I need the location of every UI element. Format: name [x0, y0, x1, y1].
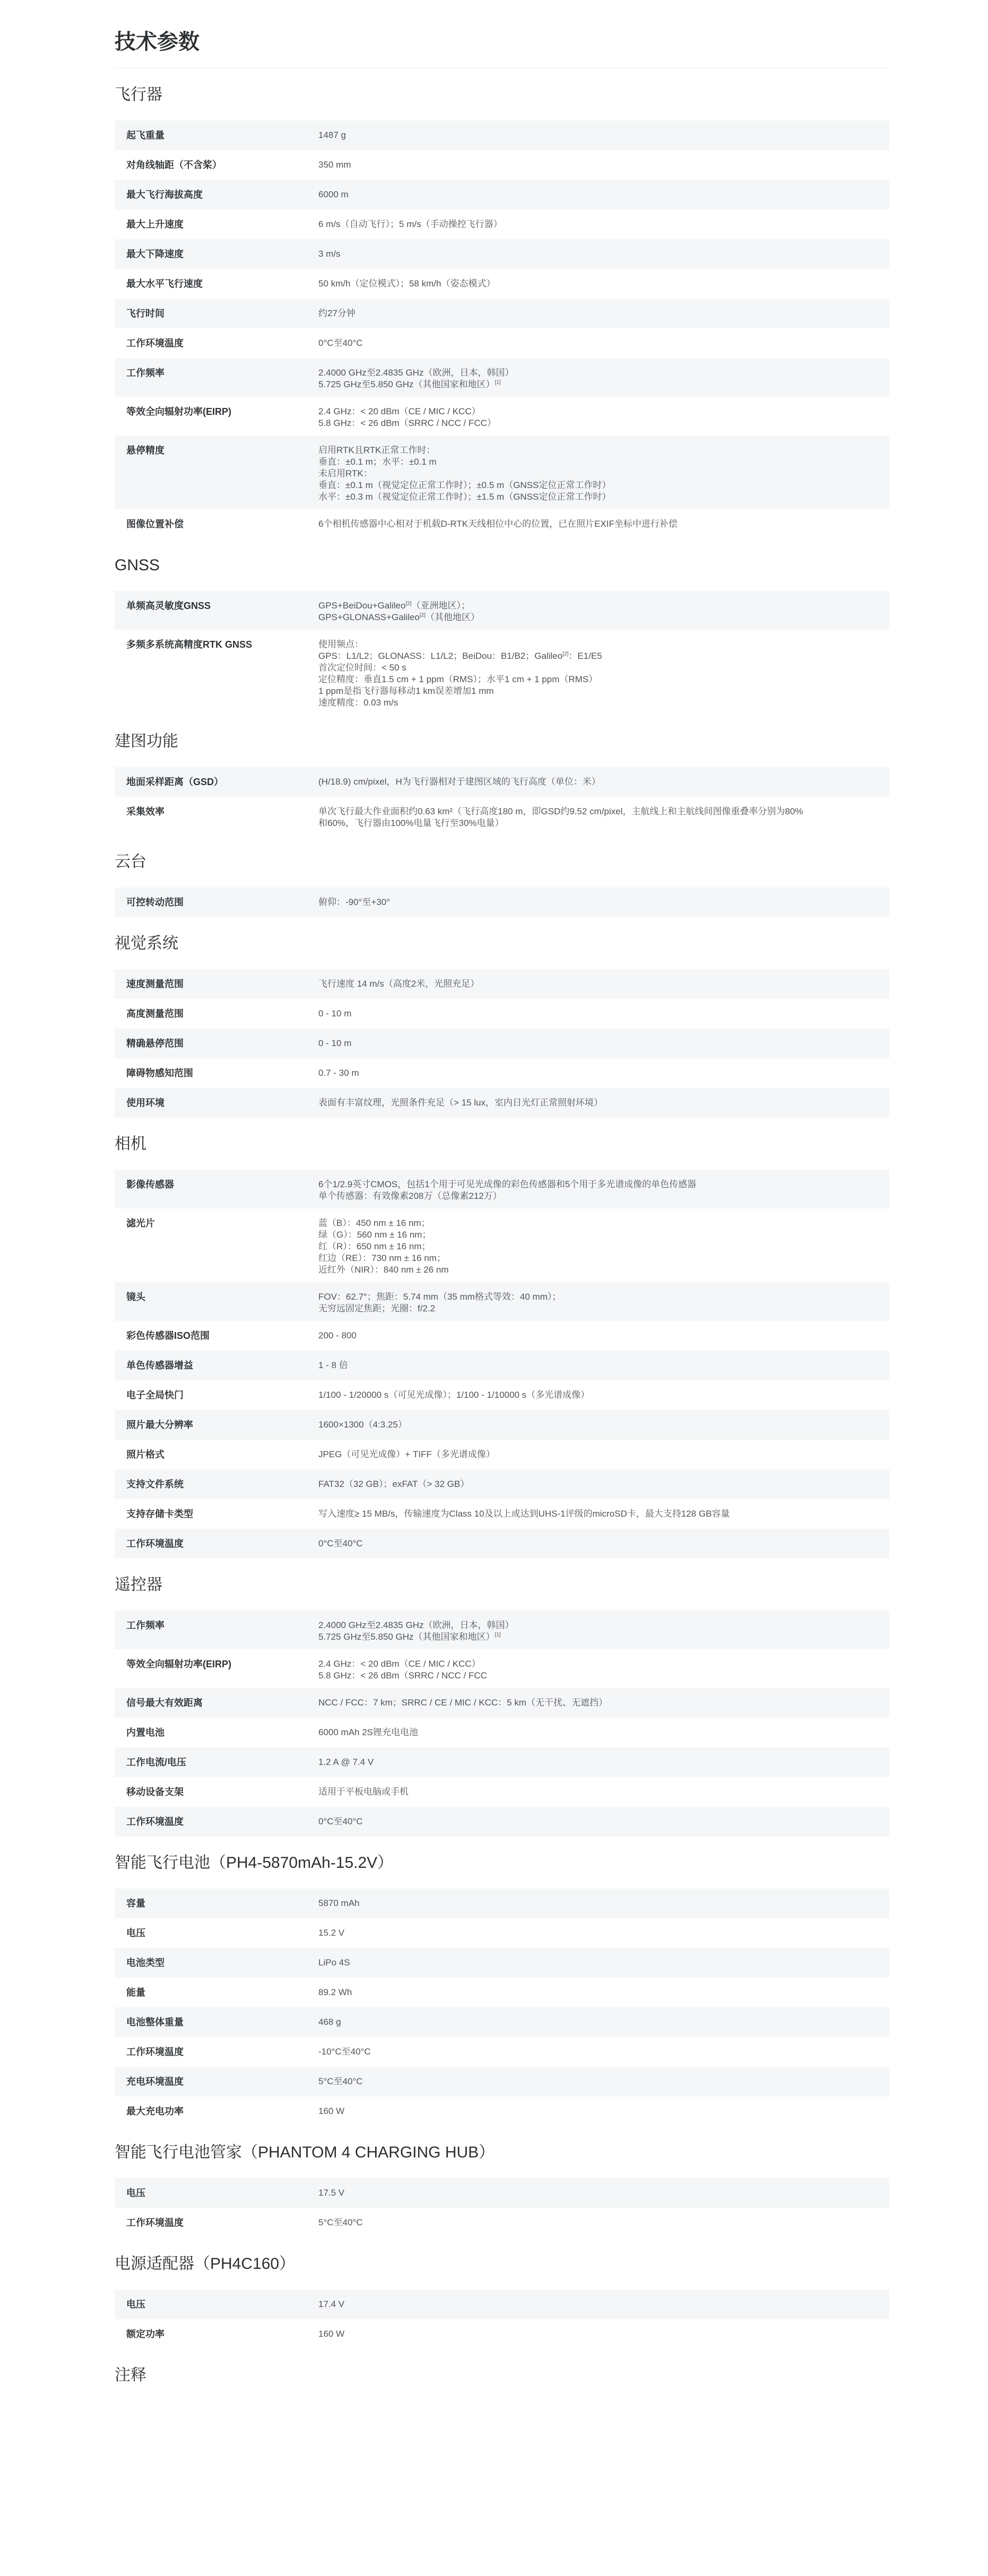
section-title: 云台: [115, 853, 146, 871]
spec-section: [115, 731, 889, 836]
spec-row: [115, 2067, 889, 2096]
spec-value-line: 适用于平板电脑或手机: [318, 1787, 409, 1797]
spec-row: [115, 1380, 889, 1410]
spec-label: 移动设备支架: [126, 1787, 184, 1797]
spec-label: 工作环境温度: [126, 338, 184, 349]
spec-row: [115, 999, 889, 1029]
spec-value-line: 2.4 GHz：< 20 dBm（CE / MIC / KCC）: [318, 1659, 481, 1669]
spec-value: [318, 216, 889, 230]
spec-label: 工作环境温度: [126, 1538, 184, 1549]
spec-row: [115, 767, 889, 797]
spec-value-line: 89.2 Wh: [318, 1987, 352, 1997]
section-title: 建图功能: [115, 733, 178, 750]
spec-value: [318, 1925, 889, 1939]
spec-row: [115, 1718, 889, 1747]
spec-label: 图像位置补偿: [126, 519, 184, 529]
spec-row: [115, 969, 889, 999]
spec-value: [318, 1387, 889, 1401]
spec-label: 工作频率: [126, 368, 164, 378]
spec-value: [318, 1984, 889, 1998]
spec-value-line: 5°C至40°C: [318, 2076, 363, 2086]
spec-label: 滤光片: [126, 1218, 155, 1229]
spec-value-line: 0°C至40°C: [318, 338, 363, 348]
spec-value: [318, 1813, 889, 1827]
spec-row: [115, 1688, 889, 1718]
spec-value-line: 1 - 8 倍: [318, 1360, 348, 1370]
spec-value-line: 2.4000 GHz至2.4835 GHz（欧洲，日本，韩国）: [318, 368, 514, 378]
spec-value: [318, 803, 889, 829]
spec-row: [115, 591, 889, 630]
spec-row: [115, 1649, 889, 1688]
spec-row: [115, 630, 889, 715]
section-title: 电源适配器（PH4C160）: [115, 2255, 296, 2273]
spec-value-line: 50 km/h（定位模式）；58 km/h（姿态模式）: [318, 279, 496, 289]
spec-row: [115, 328, 889, 358]
spec-row: [115, 2178, 889, 2208]
spec-value-line: 0 - 10 m: [318, 1008, 352, 1019]
spec-label: 对角线轴距（不含桨）: [126, 160, 222, 170]
section-title: 相机: [115, 1135, 146, 1153]
spec-row: [115, 1889, 889, 1918]
spec-label: 充电环境温度: [126, 2076, 184, 2087]
spec-label: 支持存储卡类型: [126, 1509, 193, 1519]
spec-row: [115, 299, 889, 328]
section-title: 遥控器: [115, 1576, 162, 1594]
spec-value: [318, 1094, 889, 1109]
spec-value-line: 表面有丰富纹理，光照条件充足（> 15 lux，室内日光灯正常照射环境）: [318, 1098, 603, 1108]
spec-row: [115, 1321, 889, 1351]
spec-label: 工作电流/电压: [126, 1757, 187, 1768]
spec-value-line: 约27分钟: [318, 308, 356, 318]
spec-label: 内置电池: [126, 1727, 164, 1738]
spec-label: 起飞重量: [126, 130, 164, 141]
spec-value-line: 俯仰：-90°至+30°: [318, 897, 391, 907]
section-title: 注释: [115, 2366, 146, 2384]
spec-value-line: 350 mm: [318, 160, 351, 170]
spec-value-line: 0°C至40°C: [318, 1538, 363, 1548]
spec-value-line: GPS+BeiDou+Galileo[2]（亚洲地区）；: [318, 601, 471, 611]
spec-value: [318, 2073, 889, 2087]
spec-value: [318, 1954, 889, 1969]
spec-value-line: 3 m/s: [318, 249, 341, 259]
spec-value: [318, 2043, 889, 2058]
spec-label: 电压: [126, 2299, 145, 2310]
spec-value-line: 5.8 GHz：< 26 dBm（SRRC / NCC / FCC: [318, 1670, 487, 1681]
spec-value-line: 垂直：±0.1 m（视觉定位正常工作时）；±0.5 m（GNSS定位正常工作时）: [318, 480, 611, 490]
spec-row: [115, 2290, 889, 2319]
spec-value-line: 红（R）：650 nm ± 16 nm；: [318, 1241, 431, 1251]
spec-value-line: 2.4000 GHz至2.4835 GHz（欧洲，日本，韩国）: [318, 1620, 514, 1630]
footnote-marker[interactable]: [2]: [405, 601, 412, 607]
spec-section: [115, 2142, 889, 2238]
spec-value: [318, 2326, 889, 2340]
spec-row: [115, 1918, 889, 1948]
spec-value-line: 0 - 10 m: [318, 1038, 352, 1048]
spec-value-line: (H/18.9) cm/pixel，H为飞行器相对于建图区域的飞行高度（单位：米）: [318, 777, 601, 787]
spec-label: 能量: [126, 1987, 145, 1998]
spec-label: 电池类型: [126, 1957, 164, 1968]
spec-value: [318, 275, 889, 290]
spec-row: [115, 436, 889, 509]
spec-row: [115, 1208, 889, 1282]
spec-value-line: 1487 g: [318, 130, 346, 140]
spec-section: [115, 84, 889, 539]
spec-value: [318, 2185, 889, 2199]
spec-value: [318, 1895, 889, 1909]
spec-value: [318, 364, 889, 390]
spec-row: [115, 239, 889, 269]
spec-label: 工作环境温度: [126, 2047, 184, 2057]
spec-row: [115, 2037, 889, 2067]
spec-row: [115, 2096, 889, 2126]
spec-row: [115, 1282, 889, 1321]
spec-label: 等效全向辐射功率(EIRP): [126, 406, 231, 417]
spec-value-line: 17.4 V: [318, 2299, 345, 2309]
footnote-marker[interactable]: [2]: [419, 612, 426, 619]
spec-value-line: GPS+GLONASS+Galileo[2]（其他地区）: [318, 612, 480, 622]
spec-value: [318, 403, 889, 429]
page-title: 技术参数: [115, 28, 889, 68]
spec-value-line: 2.4 GHz：< 20 dBm（CE / MIC / KCC）: [318, 406, 481, 416]
spec-row: [115, 2319, 889, 2349]
spec-label: 信号最大有效距离: [126, 1698, 203, 1708]
spec-value-line: 0.7 - 30 m: [318, 1068, 359, 1078]
spec-row: [115, 1529, 889, 1559]
spec-value-line: 1/100 - 1/20000 s（可见光成像）；1/100 - 1/10000 s（多光谱成像）: [318, 1390, 590, 1400]
spec-row: [115, 1170, 889, 1208]
spec-label: 电压: [126, 2188, 145, 2198]
spec-value: [318, 2014, 889, 2028]
spec-row: [115, 358, 889, 397]
spec-value-line: 5.725 GHz至5.850 GHz（其他国家和地区）[1]: [318, 1632, 501, 1642]
spec-value-line: 单次飞行最大作业面积约0.63 km²（飞行高度180 m，即GSD约9.52 cm/pixel，主航线上和主航线间图像重叠率分别为80%: [318, 806, 803, 816]
spec-value: [318, 773, 889, 788]
spec-value: [318, 597, 889, 623]
spec-row: [115, 1058, 889, 1088]
spec-label: 单色传感器增益: [126, 1360, 193, 1371]
spec-value-line: JPEG（可见光成像）+ TIFF（多光谱成像）: [318, 1449, 495, 1459]
spec-row: [115, 1611, 889, 1649]
spec-value-line: 启用RTK且RTK正常工作时：: [318, 445, 436, 455]
spec-label: 支持文件系统: [126, 1479, 184, 1490]
spec-row: [115, 1777, 889, 1807]
spec-row: [115, 1469, 889, 1499]
spec-value-line: 0°C至40°C: [318, 1816, 363, 1826]
spec-label: 精确悬停范围: [126, 1038, 184, 1049]
spec-value-line: 使用频点：: [318, 639, 363, 649]
spec-section: [115, 851, 889, 917]
spec-page: [115, 0, 889, 2386]
spec-value: [318, 2103, 889, 2117]
spec-value-line: 5.8 GHz：< 26 dBm（SRRC / NCC / FCC）: [318, 418, 496, 428]
section-title: GNSS: [115, 556, 160, 574]
spec-row: [115, 1807, 889, 1837]
spec-row: [115, 1948, 889, 1978]
spec-label: 最大水平飞行速度: [126, 279, 203, 289]
spec-value: [318, 1327, 889, 1342]
spec-value: [318, 1446, 889, 1460]
spec-value-line: FAT32（32 GB）；exFAT（> 32 GB）: [318, 1479, 470, 1489]
spec-label: 地面采样距离（GSD）: [126, 777, 224, 787]
section-title: 飞行器: [115, 86, 162, 103]
spec-row: [115, 397, 889, 436]
spec-row: [115, 1747, 889, 1777]
spec-value: [318, 1476, 889, 1490]
spec-value-line: GPS：L1/L2；GLONASS：L1/L2；BeiDou：B1/B2；Galileo[2]：E1/E5: [318, 651, 602, 661]
spec-row: [115, 887, 889, 917]
spec-value: [318, 1694, 889, 1709]
spec-label: 等效全向辐射功率(EIRP): [126, 1659, 231, 1669]
spec-label: 工作环境温度: [126, 2217, 184, 2228]
spec-value-line: 6000 mAh 2S锂充电电池: [318, 1727, 419, 1737]
spec-value-line: 蓝（B）：450 nm ± 16 nm；: [318, 1218, 430, 1228]
spec-value-line: 红边（RE）：730 nm ± 16 nm；: [318, 1253, 446, 1263]
spec-value: [318, 1357, 889, 1371]
spec-row: [115, 1351, 889, 1380]
spec-value-line: FOV：62.7°；焦距：5.74 mm（35 mm格式等效：40 mm）；: [318, 1292, 561, 1302]
spec-row: [115, 1978, 889, 2007]
spec-value: [318, 1035, 889, 1049]
spec-value: [318, 976, 889, 990]
spec-section: [115, 2253, 889, 2349]
spec-value-line: 写入速度≥ 15 MB/s，传输速度为Class 10及以上或达到UHS-1评级的microSD卡，最大支持128 GB容量: [318, 1509, 730, 1519]
spec-value: [318, 1617, 889, 1643]
spec-label: 速度测量范围: [126, 979, 184, 989]
spec-value: [318, 186, 889, 201]
spec-label: 彩色传感器ISO范围: [126, 1330, 210, 1341]
spec-value-line: 未启用RTK：: [318, 468, 372, 478]
spec-value: [318, 1289, 889, 1315]
spec-value: [318, 1656, 889, 1682]
spec-value-line: 160 W: [318, 2106, 345, 2116]
spec-value: [318, 1176, 889, 1202]
spec-value-line: 1.2 A @ 7.4 V: [318, 1757, 374, 1767]
spec-value-line: 飞行速度 14 m/s（高度2米，光照充足）: [318, 979, 480, 989]
spec-row: [115, 1440, 889, 1469]
spec-label: 工作频率: [126, 1620, 164, 1631]
spec-row: [115, 797, 889, 836]
footnote-marker[interactable]: [1]: [495, 1632, 501, 1638]
spec-label: 电压: [126, 1928, 145, 1938]
spec-section: [115, 1574, 889, 1837]
spec-value-line: 6个1/2.9英寸CMOS，包括1个用于可见光成像的彩色传感器和5个用于多光谱成像的单色传感器: [318, 1179, 697, 1189]
spec-row: [115, 180, 889, 210]
footnote-marker[interactable]: [1]: [495, 379, 501, 386]
spec-row: [115, 210, 889, 239]
spec-section: [115, 555, 889, 715]
spec-label: 电子全局快门: [126, 1390, 184, 1400]
spec-row: [115, 2007, 889, 2037]
spec-section: [115, 2365, 889, 2386]
spec-label: 照片格式: [126, 1449, 164, 1460]
spec-label: 容量: [126, 1898, 145, 1909]
spec-label: 采集效率: [126, 806, 164, 817]
footnote-marker[interactable]: [2]: [562, 651, 569, 657]
spec-value-line: 速度精度：0.03 m/s: [318, 698, 398, 708]
spec-value: [318, 335, 889, 349]
spec-value: [318, 2214, 889, 2229]
spec-label: 飞行时间: [126, 308, 164, 319]
spec-label: 工作环境温度: [126, 1816, 184, 1827]
spec-label: 单频高灵敏度GNSS: [126, 601, 211, 611]
spec-value-line: 468 g: [318, 2017, 341, 2027]
spec-row: [115, 1029, 889, 1058]
spec-value-line: 160 W: [318, 2329, 345, 2339]
spec-sections: [115, 84, 889, 2386]
spec-value-line: 200 - 800: [318, 1330, 357, 1341]
spec-label: 电池整体重量: [126, 2017, 184, 2027]
spec-row: [115, 2208, 889, 2238]
spec-label: 使用环境: [126, 1098, 164, 1108]
spec-value: [318, 442, 889, 503]
spec-value-line: 5.725 GHz至5.850 GHz（其他国家和地区）[1]: [318, 379, 501, 389]
spec-row: [115, 1410, 889, 1440]
spec-label: 最大上升速度: [126, 219, 184, 230]
spec-value-line: 绿（G）：560 nm ± 16 nm；: [318, 1230, 431, 1240]
spec-section: [115, 1852, 889, 2126]
spec-label: 最大飞行海拔高度: [126, 189, 203, 200]
spec-value: [318, 156, 889, 171]
spec-value: [318, 1005, 889, 1020]
spec-row: [115, 509, 889, 539]
spec-value-line: 6 m/s（自动飞行）；5 m/s（手动操控飞行器）: [318, 219, 502, 229]
spec-value-line: 定位精度：垂直1.5 cm + 1 ppm（RMS）；水平1 cm + 1 ppm（RMS）: [318, 674, 598, 684]
spec-row: [115, 269, 889, 299]
spec-label: 多频多系统高精度RTK GNSS: [126, 639, 253, 650]
spec-label: 障碍物感知范围: [126, 1068, 193, 1078]
spec-row: [115, 150, 889, 180]
spec-value-line: -10°C至40°C: [318, 2047, 371, 2057]
spec-value-line: 和60%，飞行器由100%电量飞行至30%电量）: [318, 818, 504, 828]
spec-value: [318, 636, 889, 709]
spec-value: [318, 1724, 889, 1738]
spec-value-line: 1600×1300（4:3.25）: [318, 1420, 407, 1430]
spec-value-line: 15.2 V: [318, 1928, 345, 1938]
spec-value-line: 近红外（NIR）：840 nm ± 26 nm: [318, 1265, 449, 1275]
spec-value: [318, 1065, 889, 1079]
spec-value: [318, 1215, 889, 1276]
spec-value-line: 首次定位时间：< 50 s: [318, 663, 406, 673]
spec-value: [318, 516, 889, 530]
spec-value: [318, 1754, 889, 1768]
spec-value: [318, 1535, 889, 1550]
section-title: 智能飞行电池管家（PHANTOM 4 CHARGING HUB）: [115, 2144, 495, 2161]
spec-value-line: 1 ppm是指飞行器每移动1 km误差增加1 mm: [318, 686, 494, 696]
spec-value: [318, 894, 889, 908]
spec-value-line: 无穷远固定焦距；光圈：f/2.2: [318, 1303, 436, 1313]
spec-row: [115, 1088, 889, 1118]
spec-label: 悬停精度: [126, 445, 164, 456]
spec-value: [318, 1783, 889, 1798]
spec-label: 最大充电功率: [126, 2106, 184, 2117]
spec-value-line: LiPo 4S: [318, 1957, 350, 1968]
spec-value: [318, 305, 889, 319]
spec-label: 最大下降速度: [126, 249, 184, 259]
spec-value: [318, 246, 889, 260]
spec-label: 可控转动范围: [126, 897, 184, 908]
spec-label: 额定功率: [126, 2329, 164, 2339]
spec-value-line: 6000 m: [318, 189, 349, 199]
spec-section: [115, 1134, 889, 1559]
spec-value: [318, 127, 889, 141]
spec-value-line: 垂直：±0.1 m；水平：±0.1 m: [318, 457, 437, 467]
spec-label: 镜头: [126, 1292, 145, 1302]
spec-value-line: 5°C至40°C: [318, 2217, 363, 2227]
spec-row: [115, 1499, 889, 1529]
spec-label: 影像传感器: [126, 1179, 174, 1190]
section-title: 智能飞行电池（PH4-5870mAh-15.2V）: [115, 1854, 394, 1872]
spec-value-line: 水平：±0.3 m（视觉定位正常工作时）；±1.5 m（GNSS定位正常工作时）: [318, 492, 611, 502]
spec-value-line: 17.5 V: [318, 2188, 345, 2198]
spec-label: 高度测量范围: [126, 1008, 184, 1019]
spec-label: 照片最大分辨率: [126, 1420, 193, 1430]
spec-row: [115, 120, 889, 150]
spec-value-line: 6个相机传感器中心相对于机载D-RTK天线相位中心的位置，已在照片EXIF坐标中进行补偿: [318, 519, 678, 529]
section-title: 视觉系统: [115, 935, 178, 952]
spec-value: [318, 2296, 889, 2310]
spec-value-line: 5870 mAh: [318, 1898, 360, 1908]
spec-section: [115, 933, 889, 1118]
spec-value-line: NCC / FCC：7 km；SRRC / CE / MIC / KCC：5 km（无干扰、无遮挡）: [318, 1698, 608, 1708]
spec-value: [318, 1505, 889, 1520]
spec-value: [318, 1416, 889, 1431]
spec-value-line: 单个传感器：有效像素208万（总像素212万）: [318, 1191, 502, 1201]
